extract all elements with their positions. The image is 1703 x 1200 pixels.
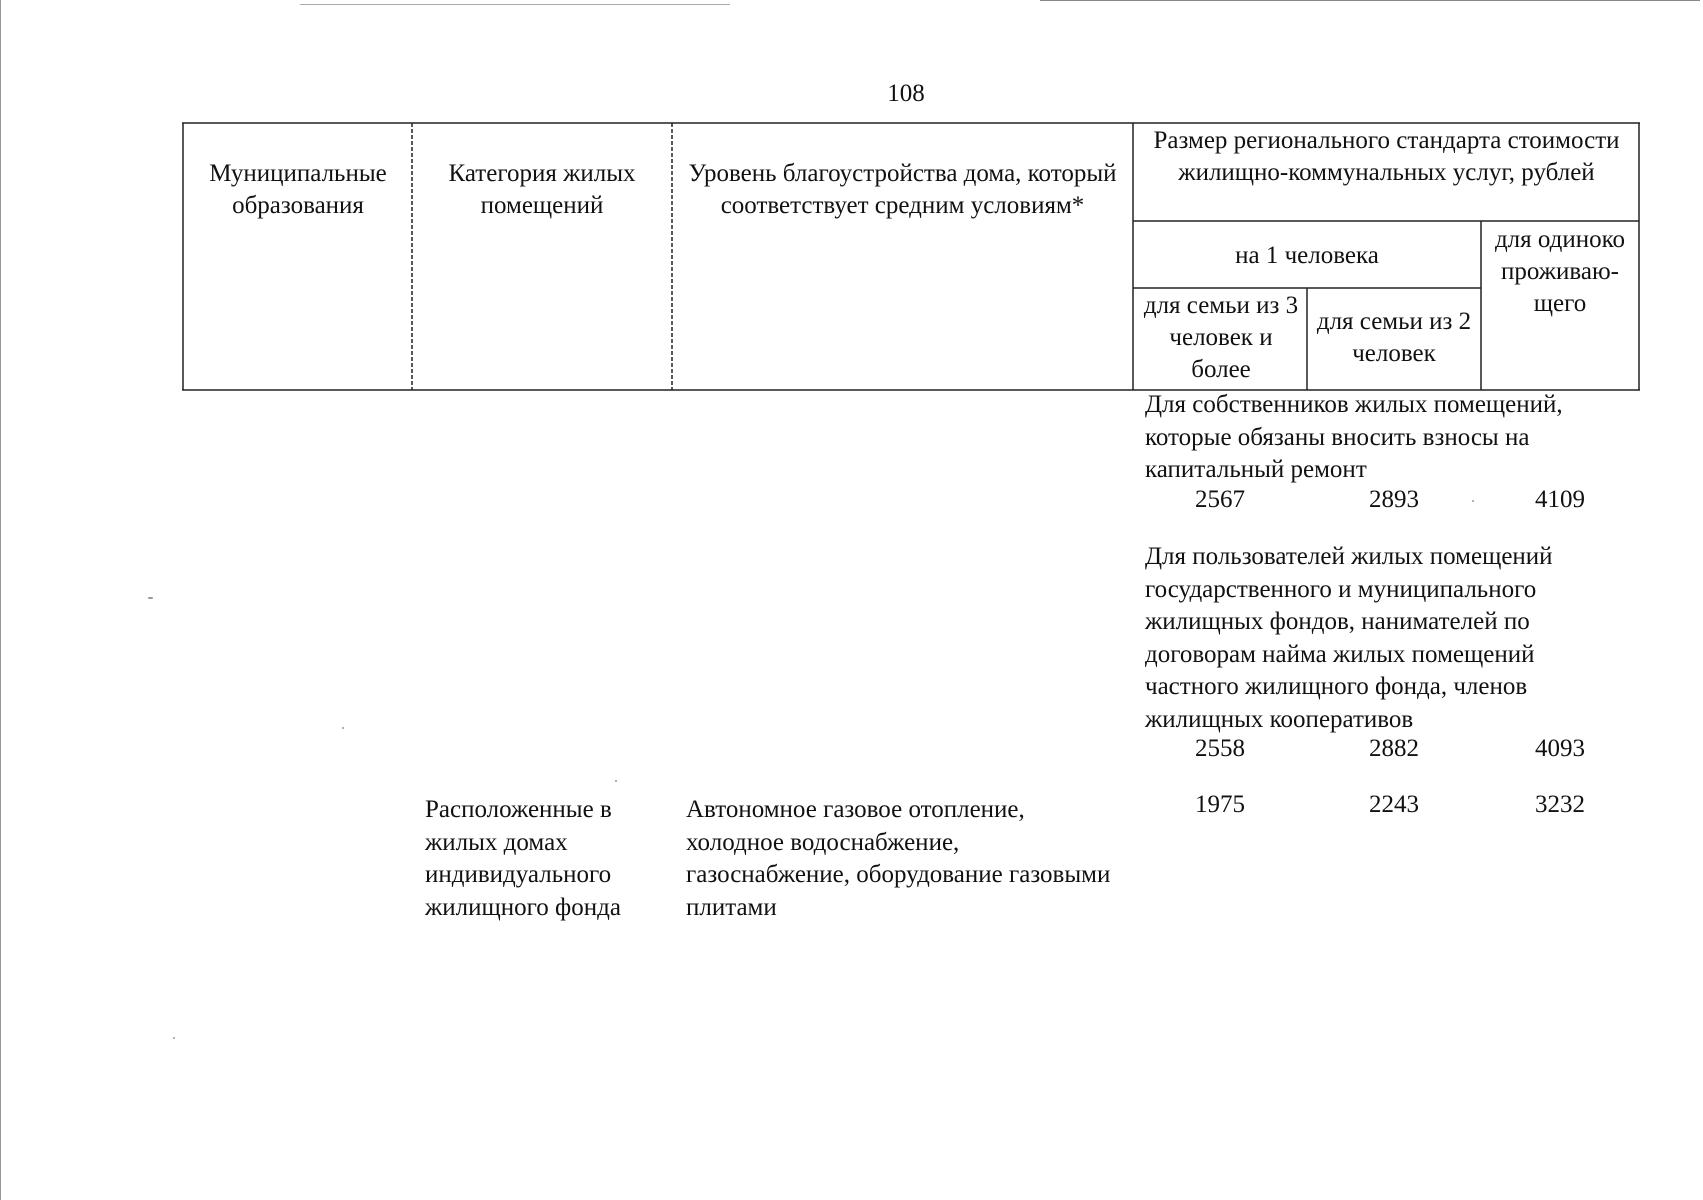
header-municipal: Муниципальные образования [209,160,387,219]
header-family3: для семьи из 3 человек и более [1143,292,1299,383]
users-value-family3: 2558 [1195,735,1245,762]
scan-speck [342,727,344,729]
owners-value-family3: 2567 [1195,486,1245,513]
top-edge-line-left [300,4,730,5]
scan-speck [615,780,617,782]
users-value-single: 4093 [1535,735,1585,762]
owners-value-family2: 2893 [1369,486,1419,513]
row-individual-value-single: 3232 [1535,791,1585,818]
row-individual-value-family2: 2243 [1369,791,1419,818]
scan-speck [148,597,153,599]
top-edge-line [1040,0,1700,1]
users-value-family2: 2882 [1369,735,1419,762]
row-individual-level: Автономное газовое отопление, холодное водоснабжение, газоснабжение, оборудование газовыми плитами [686,796,1111,921]
row-individual-value-family3: 1975 [1195,791,1245,818]
header-family2: для семьи из 2 человек [1316,308,1472,367]
owners-section-label: Для собственников жилых помещений, которые обязаны вносить взносы на капитальный ремонт [1145,391,1563,483]
header-level: Уровень благоустройства дома, который соответствует средним условиям* [688,160,1117,219]
left-edge-line [0,0,1,1200]
header-standard: Размер регионального стандарта стоимости жилищно-коммунальных услуг, рублей [1153,127,1620,186]
users-section-label: Для пользователей жилых помещений государственного и муниципального жилищных фондов, нанимателей по договорам найма жилых помещений частного жилищного фонда, членов жилищных кооперативов [1145,543,1553,733]
header-category: Категория жилых помещений [448,160,636,219]
scan-speck [1472,500,1474,502]
header-single: для одиноко проживаю-щего [1494,226,1626,317]
page-number: 108 [887,80,925,107]
owners-value-single: 4109 [1535,486,1585,513]
row-individual-category: Расположенные в жилых домах индивидуального жилищного фонда [425,796,621,921]
header-per-person: на 1 человека [1235,242,1379,269]
scan-speck [173,1037,175,1039]
